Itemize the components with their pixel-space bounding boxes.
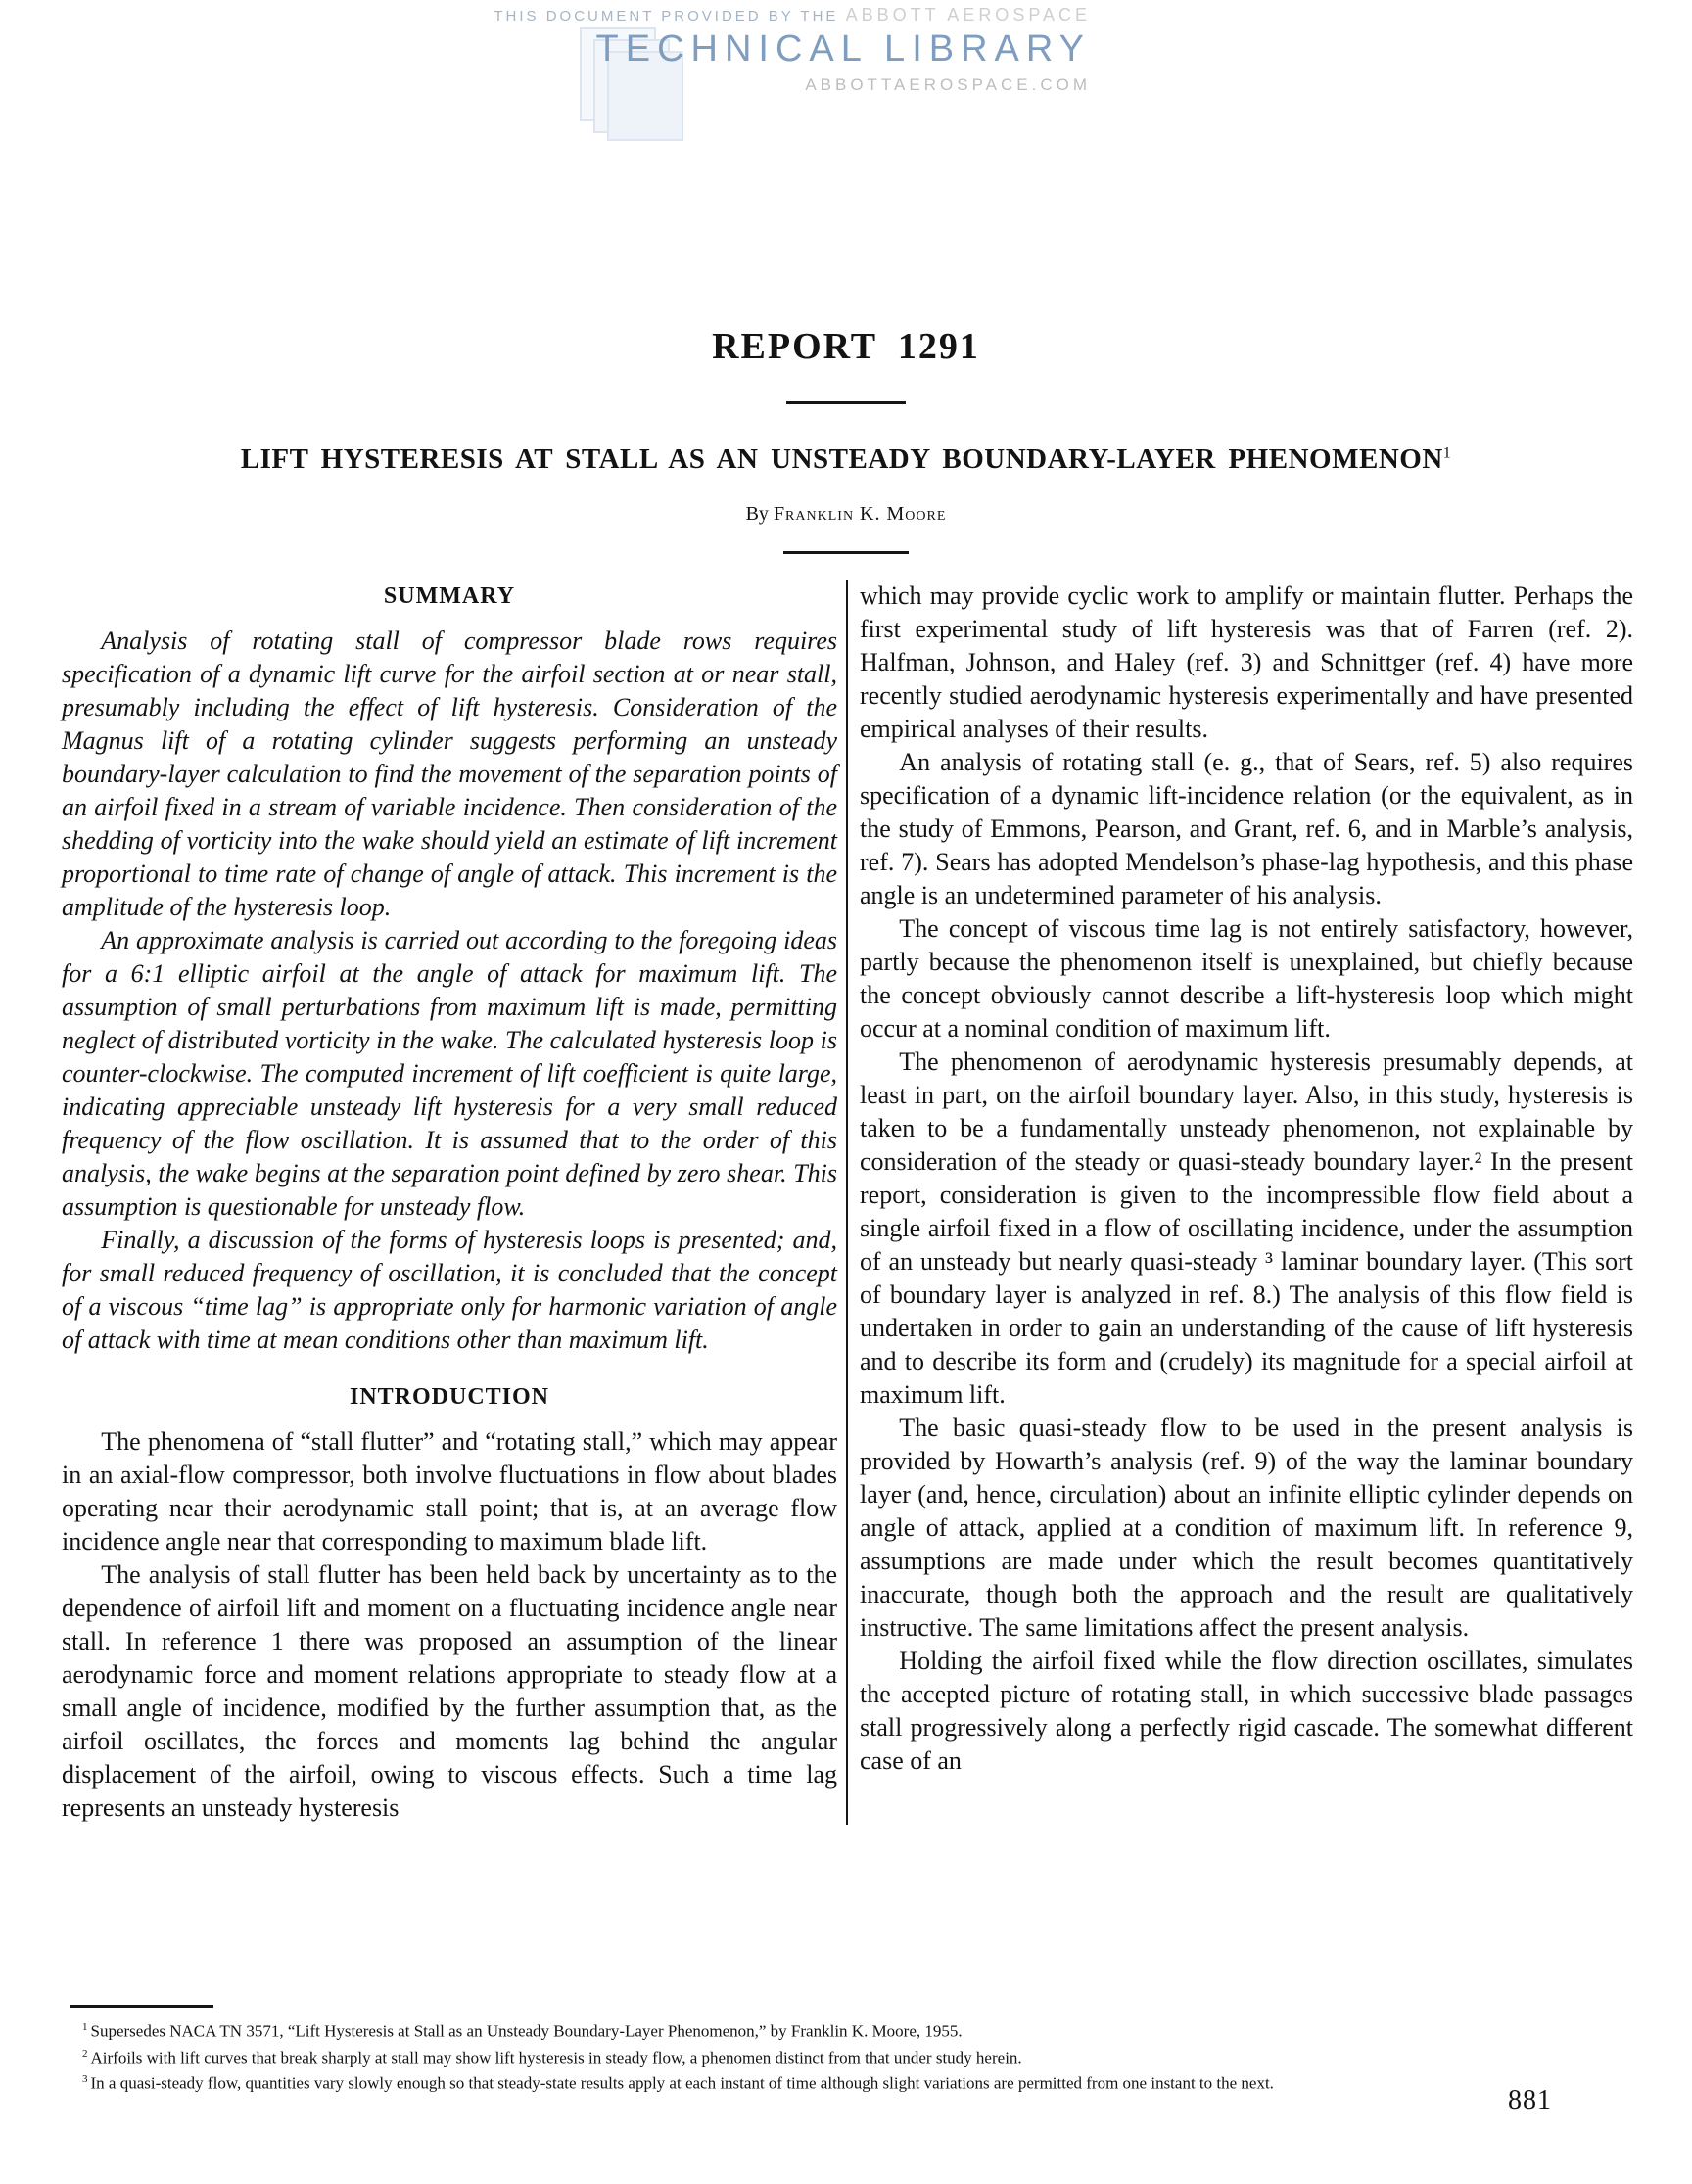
footnote [70,2043,1637,2069]
introduction-paragraphs [62,1425,837,1825]
summary-paragraph: An approximate analysis is carried out according to the foregoing ideas for a 6:1 elliptic airfoil at the angle of attack for maximum lift. The assumption of small perturbations from maximum lift is made, permitting neglect of distributed vorticity in the wake. The calculated hysteresis loop is counter-clockwise. The computed increment of lift coefficient is quite large, indicating appreciable unsteady lift hysteresis for a very small reduced frequency of the flow oscillation. It is assumed that to the order of this analysis, the wake begins at the separation point defined by zero shear. This assumption is questionable for unsteady flow. [62,926,837,1221]
front-matter [0,0,1692,554]
body-paragraph: An analysis of rotating stall (e. g., that of Sears, ref. 5) also requires specification of a dynamic lift-incidence relation (or the equivalent, as in the study of Emmons, Pearson, and Grant, ref. 6, and in Marble’s analysis, ref. 7). Sears has adopted Mendelson’s phase-lag hypothesis, and this phase angle is an undetermined parameter of his analysis. [860,748,1633,909]
footnote-marker: 3 [82,2073,88,2086]
summary-paragraph: Analysis of rotating stall of compressor blade rows requires specification of a dynamic lift curve for the airfoil section at or near stall, presumably including the effect of lift hysteresis. Consideration of the Magnus lift of a rotating cylinder suggests performing an unsteady boundary-layer calculation to find the movement of the separation points of an airfoil fixed in a stream of variable incidence. Then consideration of the shedding of vorticity into the wake should yield an estimate of lift increment proportional to time rate of change of angle of attack. This increment is the amplitude of the hysteresis loop. [62,627,837,921]
footnote-marker: 1 [82,2021,88,2033]
title-footnote-marker: 1 [1442,444,1452,462]
left-column [62,580,837,1825]
summary-paragraphs [62,625,837,1357]
footnote [70,2017,1637,2043]
report-number: REPORT 1291 [712,326,980,367]
abbott-aerospace-brand: ABBOTT AEROSPACE [845,5,1091,24]
footnote [70,2068,1637,2095]
author-name: Franklin K. Moore [773,503,947,525]
provided-by-text: THIS DOCUMENT PROVIDED BY THE [494,8,839,24]
summary-paragraph: Finally, a discussion of the forms of hysteresis loops is presented; and, for small reduced frequency of oscillation, it is concluded that the concept of a viscous “time lag” is appropriate only for harmonic variation of angle of attack with time at mean conditions other than maximum lift. [62,1226,837,1354]
introduction-paragraph: The phenomena of “stall flutter” and “rotating stall,” which may appear in an axial-flow compressor, both involve fluctuations in flow about blades operating near their aerodynamic stall point; that is, at an average flow incidence angle near that corresponding to maximum blade lift. [62,1427,837,1556]
right-column [860,580,1633,1825]
footnote-text: Airfoils with lift curves that break sharply at stall may show lift hysteresis in steady flow, a phenomen distinct from that under study herein. [90,2048,1022,2068]
footnotes-block [70,2005,1637,2095]
body-paragraph: The phenomenon of aerodynamic hysteresis presumably depends, at least in part, on the airfoil boundary layer. Also, in this study, hysteresis is taken to be a fundamentally unsteady phenomenon, not explainable by consideration of the steady or quasi-steady boundary layer.² In the present report, consideration is given to the incompressible flow field about a single airfoil fixed in a flow of oscillating incidence, under the assumption of an unsteady but nearly quasi-steady ³ laminar boundary layer. (This sort of boundary layer is analyzed in ref. 8.) The analysis of this flow field is undertaken in order to gain an understanding of the cause of lift hysteresis and to describe its form and (crudely) its magnitude for a special airfoil at maximum lift. [860,1047,1633,1409]
page-number: 881 [1508,2085,1552,2115]
body-paragraph: Holding the airfoil fixed while the flow direction oscillates, simulates the accepted picture of rotating stall, in which successive blade passages stall progressively along a perfectly rigid cascade. The somewhat different case of an [860,1647,1633,1775]
body-paragraph: The basic quasi-steady flow to be used in the present analysis is provided by Howarth’s analysis (ref. 9) of the way the laminar boundary layer (and, hence, circulation) about an infinite elliptic cylinder depends on angle of attack, applied at a condition of maximum lift. In reference 9, assumptions are made under which the result becomes quantitatively inaccurate, though both the approach and the result are qualitatively instructive. The same limitations affect the present analysis. [860,1414,1633,1642]
divider-rule-byline [783,551,909,554]
library-website: ABBOTTAEROSPACE.COM [805,74,1091,94]
body-columns [62,580,1635,1825]
byline [0,503,1692,526]
body-paragraph: The concept of viscous time lag is not entirely satisfactory, however, partly because the phenomenon itself is unexplained, but chiefly because the concept obviously cannot describe a lift-hysteresis loop which might occur at a nominal condition of maximum lift. [860,914,1633,1043]
introduction-heading: INTRODUCTION [349,1384,550,1410]
footnote-list [70,2017,1637,2095]
continuation-paragraph: which may provide cyclic work to amplify or maintain flutter. Perhaps the first experimental study of lift hysteresis was that of Farren (ref. 2). Halfman, Johnson, and Haley (ref. 3) and Schnittger (ref. 4) have more recently studied aerodynamic hysteresis experimentally and have presented empirical analyses of their results. [860,581,1633,743]
right-column-paragraphs [860,746,1633,1778]
introduction-section [62,1380,837,1825]
technical-library-title: TECHNICAL LIBRARY [595,27,1091,70]
introduction-paragraph: The analysis of stall flutter has been held back by uncertainty as to the dependence of airfoil lift and moment on a fluctuating incidence angle near stall. In reference 1 there was proposed an assumption of the linear aerodynamic force and moment relations appropriate to steady flow at a small angle of incidence, modified by the further assumption that, as the airfoil oscillates, the forces and moments lag behind the angular displacement of the airfoil, owing to viscous effects. Such a time lag represents an unsteady hysteresis [62,1560,837,1822]
footnote-text: In a quasi-steady flow, quantities vary slowly enough so that steady-state results apply at each instant of time although slight variations are permitted from one instant to the next. [90,2073,1274,2093]
summary-section [62,580,837,1357]
divider-rule-top [786,401,906,404]
column-divider-rule [846,580,848,1825]
byline-prefix: By [745,503,769,525]
footnote-text: Supersedes NACA TN 3571, “Lift Hysteresis at Stall as an Unsteady Boundary-Layer Phenomenon,” by Franklin K. Moore, 1955. [90,2021,963,2041]
footnote-separator-rule [70,2005,213,2008]
report-title-text: LIFT HYSTERESIS AT STALL AS AN UNSTEADY BOUNDARY-LAYER PHENOMENON [240,443,1443,475]
footnote-marker: 2 [82,2047,88,2060]
report-title [0,443,1692,476]
summary-heading: SUMMARY [383,583,516,609]
